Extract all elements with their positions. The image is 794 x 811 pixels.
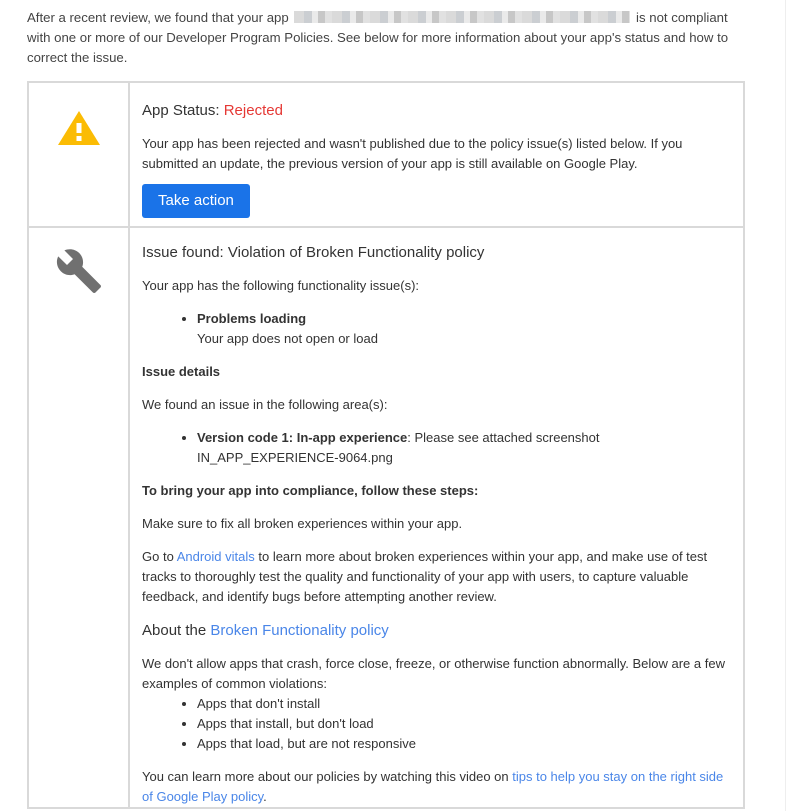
video-paragraph xyxy=(142,767,731,807)
issue-content-cell xyxy=(129,227,744,808)
app-status-title xyxy=(142,101,731,121)
functionality-issues-list xyxy=(142,309,731,349)
video-text-after: . xyxy=(263,789,267,804)
issue-details-intro: We found an issue in the following area(s): xyxy=(142,397,388,412)
about-prefix: About the xyxy=(142,622,211,639)
issue-intro: Your app has the following functionality issue(s): xyxy=(142,278,420,293)
app-status-value: Rejected xyxy=(223,102,283,119)
status-content-cell xyxy=(129,82,744,227)
issue-icon-cell xyxy=(28,227,129,808)
wrench-icon xyxy=(55,247,103,295)
android-vitals-paragraph xyxy=(142,547,731,607)
issue-row xyxy=(28,227,744,808)
area-item-text: : Please see attached screenshot IN_APP_EXPERIENCE-9064.png xyxy=(197,430,600,465)
issue-item xyxy=(197,309,731,349)
intro-text-end: is not compliant with one or more of our Developer Program Policies. See below for more information about your app's status and how to correct the issue. xyxy=(27,10,729,65)
issue-title: Issue found: Violation of Broken Functionality policy xyxy=(142,244,485,261)
issue-item-detail: Your app does not open or load xyxy=(197,331,378,346)
app-status-label: App Status: xyxy=(142,102,224,119)
intro-text-start: After a recent review, we found that your app xyxy=(27,10,289,25)
violation-item: • Apps that install, but don't load xyxy=(197,714,731,734)
violations-list xyxy=(142,694,731,754)
issue-details-heading-text: Issue details xyxy=(142,364,221,379)
scroll-edge-divider xyxy=(785,0,786,811)
areas-list xyxy=(142,428,731,468)
steps-heading-text: To bring your app into compliance, follow these steps: xyxy=(142,483,479,498)
about-policy-heading xyxy=(142,621,731,641)
step-fix-experiences: Make sure to fix all broken experiences within your app. xyxy=(142,516,463,531)
intro-paragraph xyxy=(27,8,747,68)
vitals-text-before: Go to xyxy=(142,549,177,564)
violation-item: • Apps that don't install xyxy=(197,694,731,714)
broken-functionality-policy-link[interactable]: Broken Functionality policy xyxy=(210,622,389,639)
steps-heading xyxy=(142,481,731,501)
redacted-app-name xyxy=(294,11,630,23)
issue-item-title: Problems loading xyxy=(197,311,307,326)
area-item-label: Version code 1: In-app experience xyxy=(197,430,408,445)
vitals-text-after: to learn more about broken experiences within your app, and make use of test tracks to thoroughly test the quality and functionality of your app with users, to capture valuable feedback, and identify bugs before attempting another review. xyxy=(142,549,708,604)
issue-details-heading xyxy=(142,362,731,382)
warning-icon xyxy=(56,108,102,148)
status-description: Your app has been rejected and wasn't published due to the policy issue(s) listed below. If you submitted an update, the previous version of your app is still available on Google Play. xyxy=(142,136,683,171)
status-icon-cell xyxy=(28,82,129,227)
policy-video-link[interactable]: tips to help you stay on the right side of Google Play policy xyxy=(142,769,724,804)
android-vitals-link[interactable]: Android vitals xyxy=(176,549,255,564)
policy-status-table xyxy=(27,81,745,809)
status-row xyxy=(28,82,744,227)
take-action-button[interactable]: Take action xyxy=(142,184,250,218)
policy-description: We don't allow apps that crash, force close, freeze, or otherwise function abnormally. Below are a few examples of common violations: xyxy=(142,656,725,691)
area-item xyxy=(197,428,731,468)
video-text-before: You can learn more about our policies by watching this video on xyxy=(142,769,513,784)
violation-item: • Apps that load, but are not responsive xyxy=(197,734,731,754)
